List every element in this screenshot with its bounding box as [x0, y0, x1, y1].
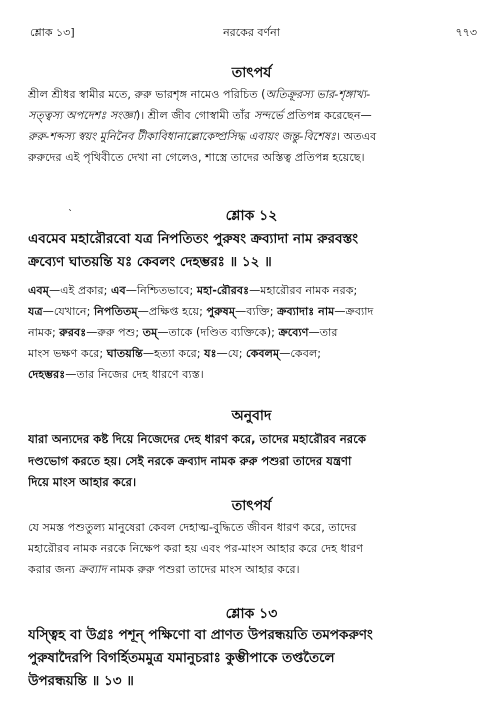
text-run: করার জন্য: [28, 563, 79, 576]
text-line: যারা অন্যদের কষ্ট দিয়ে নিজেদের দেহ ধারণ করে, তাদের মহারৌরব নরকে: [28, 432, 366, 446]
text-run: —রুরু পশু;: [86, 326, 143, 339]
purport-paragraph: [28, 84, 478, 168]
text-line: [28, 364, 478, 385]
verse-12-heading: শ্লোক ১২: [225, 208, 278, 224]
sanskrit-term: পুরুষম্: [206, 305, 236, 318]
verse-13-heading: শ্লোক ১৩: [225, 606, 278, 622]
sanskrit-term: তম্: [142, 326, 158, 339]
text-line: [28, 559, 478, 580]
sanskrit-term: এবম্: [28, 284, 49, 297]
text-line: উপরন্ধয়ন্তি ॥ ১৩ ॥: [28, 673, 134, 689]
italic-text: ক্রব্যাদ: [78, 563, 107, 576]
text-run: যে সমস্ত পশুতুল্য মানুষেরা কেবল দেহাত্ম-বুদ্ধিতে জীবন ধারণ করে, তাদের: [28, 521, 357, 534]
text-run: —যে;: [216, 347, 247, 360]
text-run: —প্রক্ষিপ্ত হয়ে;: [137, 305, 207, 318]
purport-12-paragraph: [28, 517, 478, 580]
text-run: —এই প্রকার;: [48, 284, 111, 297]
text-line: [28, 105, 478, 126]
text-run: —তার: [308, 326, 338, 339]
text-run: রুরুদের এই পৃথিবীতে দেখা না গেলেও, শাস্ত্রে তাদের অস্তিত্ব প্রতিপন্ন হয়েছে।: [28, 151, 365, 164]
page-number: ৭৭৩: [455, 26, 477, 39]
text-run: প্রতিপন্ন করেছেন—: [283, 109, 372, 122]
sanskrit-term: কেবলম্: [246, 347, 280, 360]
text-line: দণ্ডভোগ করতে হয়। সেই নরকে ক্রব্যাদ নামক রুরু পশুরা তাদের যন্ত্রণা: [28, 453, 352, 468]
text-run: নামক রুরু পশুরা তাদের মাংস আহার করে।: [106, 563, 300, 576]
text-run: —যেখানে;: [42, 305, 94, 318]
text-line: দিয়ে মাংস আহার করে।: [28, 475, 137, 489]
text-line: ক্রব্যেণ ঘাতয়ন্তি যঃ কেবলং দেহম্ভরঃ ॥ ১২ ॥: [28, 254, 272, 270]
sanskrit-term: মহা-রৌরবঃ: [196, 284, 250, 297]
purport-12-heading: তাৎপর্য: [231, 498, 272, 514]
text-run: —ক্রব্যাদ: [334, 305, 374, 318]
text-run: —তাকে (দণ্ডিত ব্যক্তিকে);: [157, 326, 279, 339]
sanskrit-term: ক্রব্যেণ: [278, 326, 309, 339]
text-line: [28, 343, 478, 364]
verse-12-text: [28, 228, 480, 274]
text-run: —ব্যক্তি;: [235, 305, 278, 318]
word-meanings-12: [28, 280, 478, 385]
text-line: [28, 517, 478, 538]
stray-mark: `: [68, 209, 73, 220]
verse-13-text: [28, 624, 480, 693]
italic-text: সত্ত্বস্য অপদেশঃ সংজ্ঞা: [28, 109, 136, 122]
italic-text: সন্দর্ভে: [253, 109, 284, 122]
text-line: যস্ত্বিহ বা উগ্রঃ পশূন্ পক্ষিণো বা প্রাণত উপরন্ধয়তি তমপকরুণং: [28, 627, 373, 643]
text-run: —নিশ্চিতভাবে;: [125, 284, 197, 297]
text-line: পুরুষাদৈরপি বিগর্হিতমমুত্র যমানুচরাঃ কুম্ভীপাকে তপ্ততৈলে: [28, 650, 335, 666]
text-run: শ্রীল শ্রীধর স্বামীর মতে, রুরু ভারশৃঙ্গ নামেও পরিচিত (: [28, 88, 266, 101]
text-run: মহারৌরব নামক নরকে নিক্ষেপ করা হয় এবং পর-মাংস আহার করে দেহ ধারণ: [28, 542, 364, 555]
text-line: [28, 280, 478, 301]
text-run: মাংস ভক্ষণ করে;: [28, 347, 107, 360]
text-line: [28, 538, 478, 559]
sanskrit-term: ঘাতয়ন্তি: [106, 347, 143, 360]
text-run: )। শ্রীল জীব গোস্বামী তাঁর: [135, 109, 254, 122]
text-run: —হত্যা করে;: [142, 347, 205, 360]
sanskrit-term: রুরবঃ: [59, 326, 87, 339]
text-run: —তার নিজের দেহ ধারণে ব্যস্ত।: [65, 368, 204, 381]
text-line: [28, 322, 478, 343]
text-run: নামক;: [28, 326, 60, 339]
text-line: [28, 126, 478, 147]
running-title: নরকের বর্ণনা: [223, 26, 280, 39]
sanskrit-term: দেহম্ভরঃ: [28, 368, 66, 381]
text-run: । অতএব: [336, 130, 377, 143]
italic-text: রুরু-শব্দস্য স্বয়ং মুনিনৈব টীকাবিধানাল্লোকেষ্প্রসিদ্ধ এবায়ং জন্তু-বিশেষঃ: [28, 130, 337, 143]
text-run: —মহারৌরব নামক নরক;: [249, 284, 358, 297]
verse-reference: শ্লোক ১৩]: [30, 26, 75, 39]
sanskrit-term: ক্রব্যাদাঃ নাম: [277, 305, 335, 318]
text-line: এবমেব মহারৌরবো যত্র নিপতিতং পুরুষং ক্রব্যাদা নাম রুরবস্তং: [28, 231, 359, 247]
text-run: —কেবল;: [279, 347, 322, 360]
italic-text: অতিক্রূরস্য ভার-শৃঙ্গাখ্য-: [265, 88, 371, 101]
text-line: [28, 84, 478, 105]
sanskrit-term: যঃ: [204, 347, 217, 360]
translation-heading: অনুবাদ: [231, 408, 272, 424]
text-line: [28, 147, 478, 168]
text-line: [28, 301, 478, 322]
sanskrit-term: এব: [110, 284, 126, 297]
sanskrit-term: যত্র: [28, 305, 43, 318]
purport-heading: তাৎপর্য: [231, 65, 272, 81]
translation-12-text: [28, 429, 478, 494]
sanskrit-term: নিপতিতম্: [93, 305, 138, 318]
